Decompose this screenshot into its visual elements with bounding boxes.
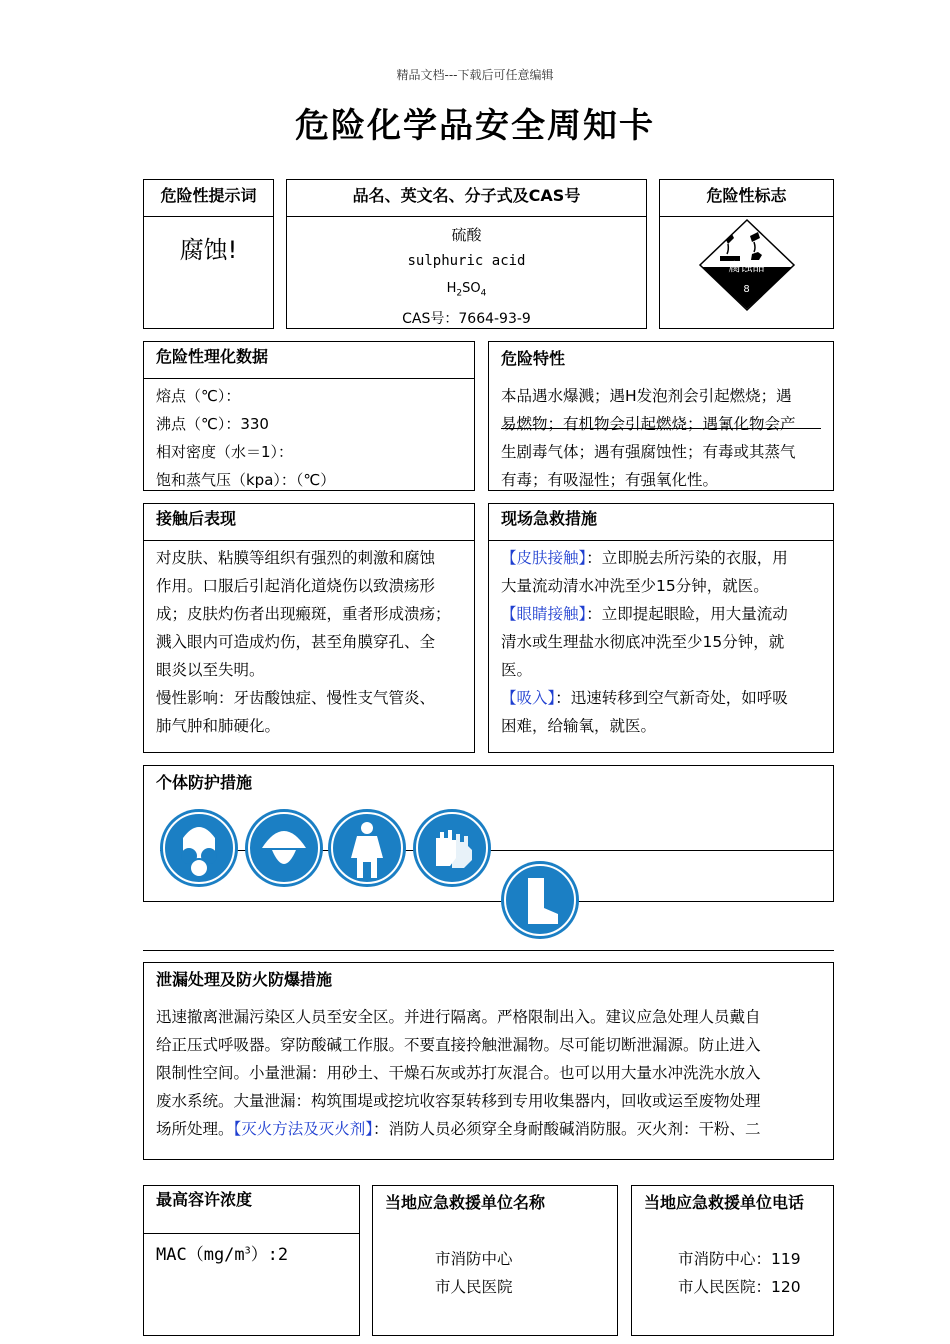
hazard-word-value: 腐蚀! xyxy=(179,236,238,264)
first-aid-line: 清水或生理盐水彻底冲洗至少15分钟，就 xyxy=(501,633,785,651)
hazard-props-line: 有毒；有吸湿性；有强氧化性。 xyxy=(501,471,719,489)
first-aid-box xyxy=(488,503,834,753)
exposure-line: 慢性影响：牙齿酸蚀症、慢性支气管炎、 xyxy=(156,689,436,707)
hazard-sign-label: 腐蚀品 xyxy=(728,260,765,274)
first-aid-inhale-line xyxy=(501,684,788,712)
formula-main: H xyxy=(446,281,457,296)
helmet-icon xyxy=(244,808,324,888)
physchem-line: 相对密度（水＝1）： xyxy=(156,443,294,461)
skin-contact-tag: 【皮肤接触】 xyxy=(501,549,587,567)
spill-last-prefix: 场所处理。 xyxy=(156,1120,234,1138)
rescue-units-heading: 当地应急救援单位名称 xyxy=(385,1193,546,1212)
mac-sup: 3 xyxy=(244,1245,251,1257)
first-aid-line: 大量流动清水冲洗至少15分钟，就医。 xyxy=(501,577,769,595)
rescue-phones-box xyxy=(631,1185,834,1336)
exposure-line: 成；皮肤灼伤者出现瘢斑，重者形成溃疡； xyxy=(156,605,451,623)
hazard-props-line: 生剧毒气体；遇有强腐蚀性；有毒或其蒸气 xyxy=(501,443,796,461)
first-aid-line: 医。 xyxy=(501,661,533,679)
inhalation-text: ：迅速转移到空气新奇处，如呼吸 xyxy=(555,689,788,707)
exposure-line: 眼炎以至失明。 xyxy=(156,661,265,679)
hazard-props-line: 易燃物；有机物会引起燃烧；遇氰化物会产 xyxy=(501,415,796,433)
safety-boots-icon xyxy=(500,860,580,940)
mac-suffix: ）:2 xyxy=(250,1245,289,1265)
exposure-lines xyxy=(156,544,451,740)
rescue-phone-fire: 市消防中心：119 xyxy=(678,1250,801,1268)
hazard-props-divider xyxy=(501,428,821,429)
first-aid-eye-line xyxy=(501,600,788,628)
exposure-line: 溅入眼内可造成灼伤，甚至角膜穿孔、全 xyxy=(156,633,436,651)
fire-method-tag: 【灭火方法及灭火剂】 xyxy=(233,1120,374,1138)
skin-contact-text: ：立即脱去所污染的衣服，用 xyxy=(586,549,788,567)
rescue-unit-hospital: 市人民医院 xyxy=(435,1278,513,1296)
rescue-phone-hospital: 市人民医院：120 xyxy=(678,1278,801,1296)
header-note: 精品文档---下载后可任意编辑 xyxy=(396,68,554,82)
spill-line xyxy=(156,1115,761,1143)
mac-value xyxy=(156,1240,288,1265)
hazard-sign-heading: 危险性标志 xyxy=(660,180,833,217)
formula-mid: SO xyxy=(462,281,481,296)
physchem-line: 沸点（℃）：330 xyxy=(156,415,269,433)
mac-box xyxy=(143,1185,360,1336)
exposure-box xyxy=(143,503,475,753)
hazard-sign-box xyxy=(659,179,834,329)
section-divider xyxy=(143,950,834,951)
hazard-word-heading: 危险性提示词 xyxy=(144,180,273,217)
hazard-props-heading: 危险特性 xyxy=(501,349,566,368)
spill-line: 迅速撤离泄漏污染区人员至安全区。并进行隔离。严格限制出入。建议应急处理人员戴自 xyxy=(156,1008,761,1026)
spill-line: 限制性空间。小量泄漏：用砂土、干燥石灰或苏打灰混合。也可以用大量水冲洗洗水放入 xyxy=(156,1064,761,1082)
hazard-word-box xyxy=(143,179,274,329)
rescue-units-box xyxy=(372,1185,618,1336)
physchem-box xyxy=(143,341,475,491)
respirator-icon xyxy=(159,808,239,888)
exposure-heading: 接触后表现 xyxy=(144,504,474,541)
first-aid-heading: 现场急救措施 xyxy=(489,504,833,541)
formula-sub2: 4 xyxy=(480,288,487,299)
hazard-class-number: 8 xyxy=(743,284,750,295)
physchem-line: 熔点（℃）： xyxy=(156,387,241,405)
rescue-unit-fire: 市消防中心 xyxy=(435,1250,513,1268)
spill-box xyxy=(143,962,834,1160)
exposure-line: 肺气肿和肺硬化。 xyxy=(156,717,281,735)
exposure-line: 作用。口服后引起消化道烧伤以致溃疡形 xyxy=(156,577,436,595)
physchem-heading: 危险性理化数据 xyxy=(144,342,474,379)
spill-heading: 泄漏处理及防火防爆措施 xyxy=(156,970,333,989)
ppe-heading: 个体防护措施 xyxy=(156,773,253,792)
page-title: 危险化学品安全周知卡 xyxy=(295,106,655,146)
formula-sub1: 2 xyxy=(456,288,463,299)
eye-contact-text: ：立即提起眼睑，用大量流动 xyxy=(586,605,788,623)
inhalation-tag: 【吸入】 xyxy=(501,689,556,707)
rescue-phones-heading: 当地应急救援单位电话 xyxy=(644,1193,805,1212)
eye-contact-tag: 【眼睛接触】 xyxy=(501,605,587,623)
chemical-name-cn: 硫酸 xyxy=(451,226,482,244)
first-aid-skin-line xyxy=(501,544,788,572)
hazard-props-lines xyxy=(501,382,796,491)
protective-suit-icon xyxy=(327,808,407,888)
mac-heading: 最高容许浓度 xyxy=(144,1186,359,1234)
cas-number: CAS号：7664-93-9 xyxy=(402,311,531,327)
first-aid-lines xyxy=(501,544,788,740)
exposure-line: 对皮肤、粘膜等组织有强烈的刺激和腐蚀 xyxy=(156,549,436,567)
gloves-icon xyxy=(412,808,492,888)
mac-prefix: MAC（mg/m xyxy=(156,1245,245,1265)
chemical-formula xyxy=(287,281,646,299)
identity-heading: 品名、英文名、分子式及CAS号 xyxy=(287,180,646,217)
identity-box xyxy=(286,179,647,329)
spill-lines xyxy=(156,1003,761,1143)
chemical-name-en: sulphuric acid xyxy=(407,253,526,269)
spill-line: 废水系统。大量泄漏：构筑围堤或挖坑收容泵转移到专用收集器内，回收或运至废物处理 xyxy=(156,1092,761,1110)
hazard-props-line: 本品遇水爆溅；遇H发泡剂会引起燃烧；遇 xyxy=(501,387,792,405)
spill-last-suffix: ：消防人员必须穿全身耐酸碱消防服。灭火剂：干粉、二 xyxy=(373,1120,761,1138)
spill-line: 给正压式呼吸器。穿防酸碱工作服。不要直接拎触泄漏物。尽可能切断泄漏源。防止进入 xyxy=(156,1036,761,1054)
hazard-props-box xyxy=(488,341,834,491)
physchem-lines xyxy=(156,382,335,491)
physchem-line: 饱和蒸气压（kpa）：（℃） xyxy=(156,471,336,489)
first-aid-line: 困难，给输氧，就医。 xyxy=(501,717,657,735)
